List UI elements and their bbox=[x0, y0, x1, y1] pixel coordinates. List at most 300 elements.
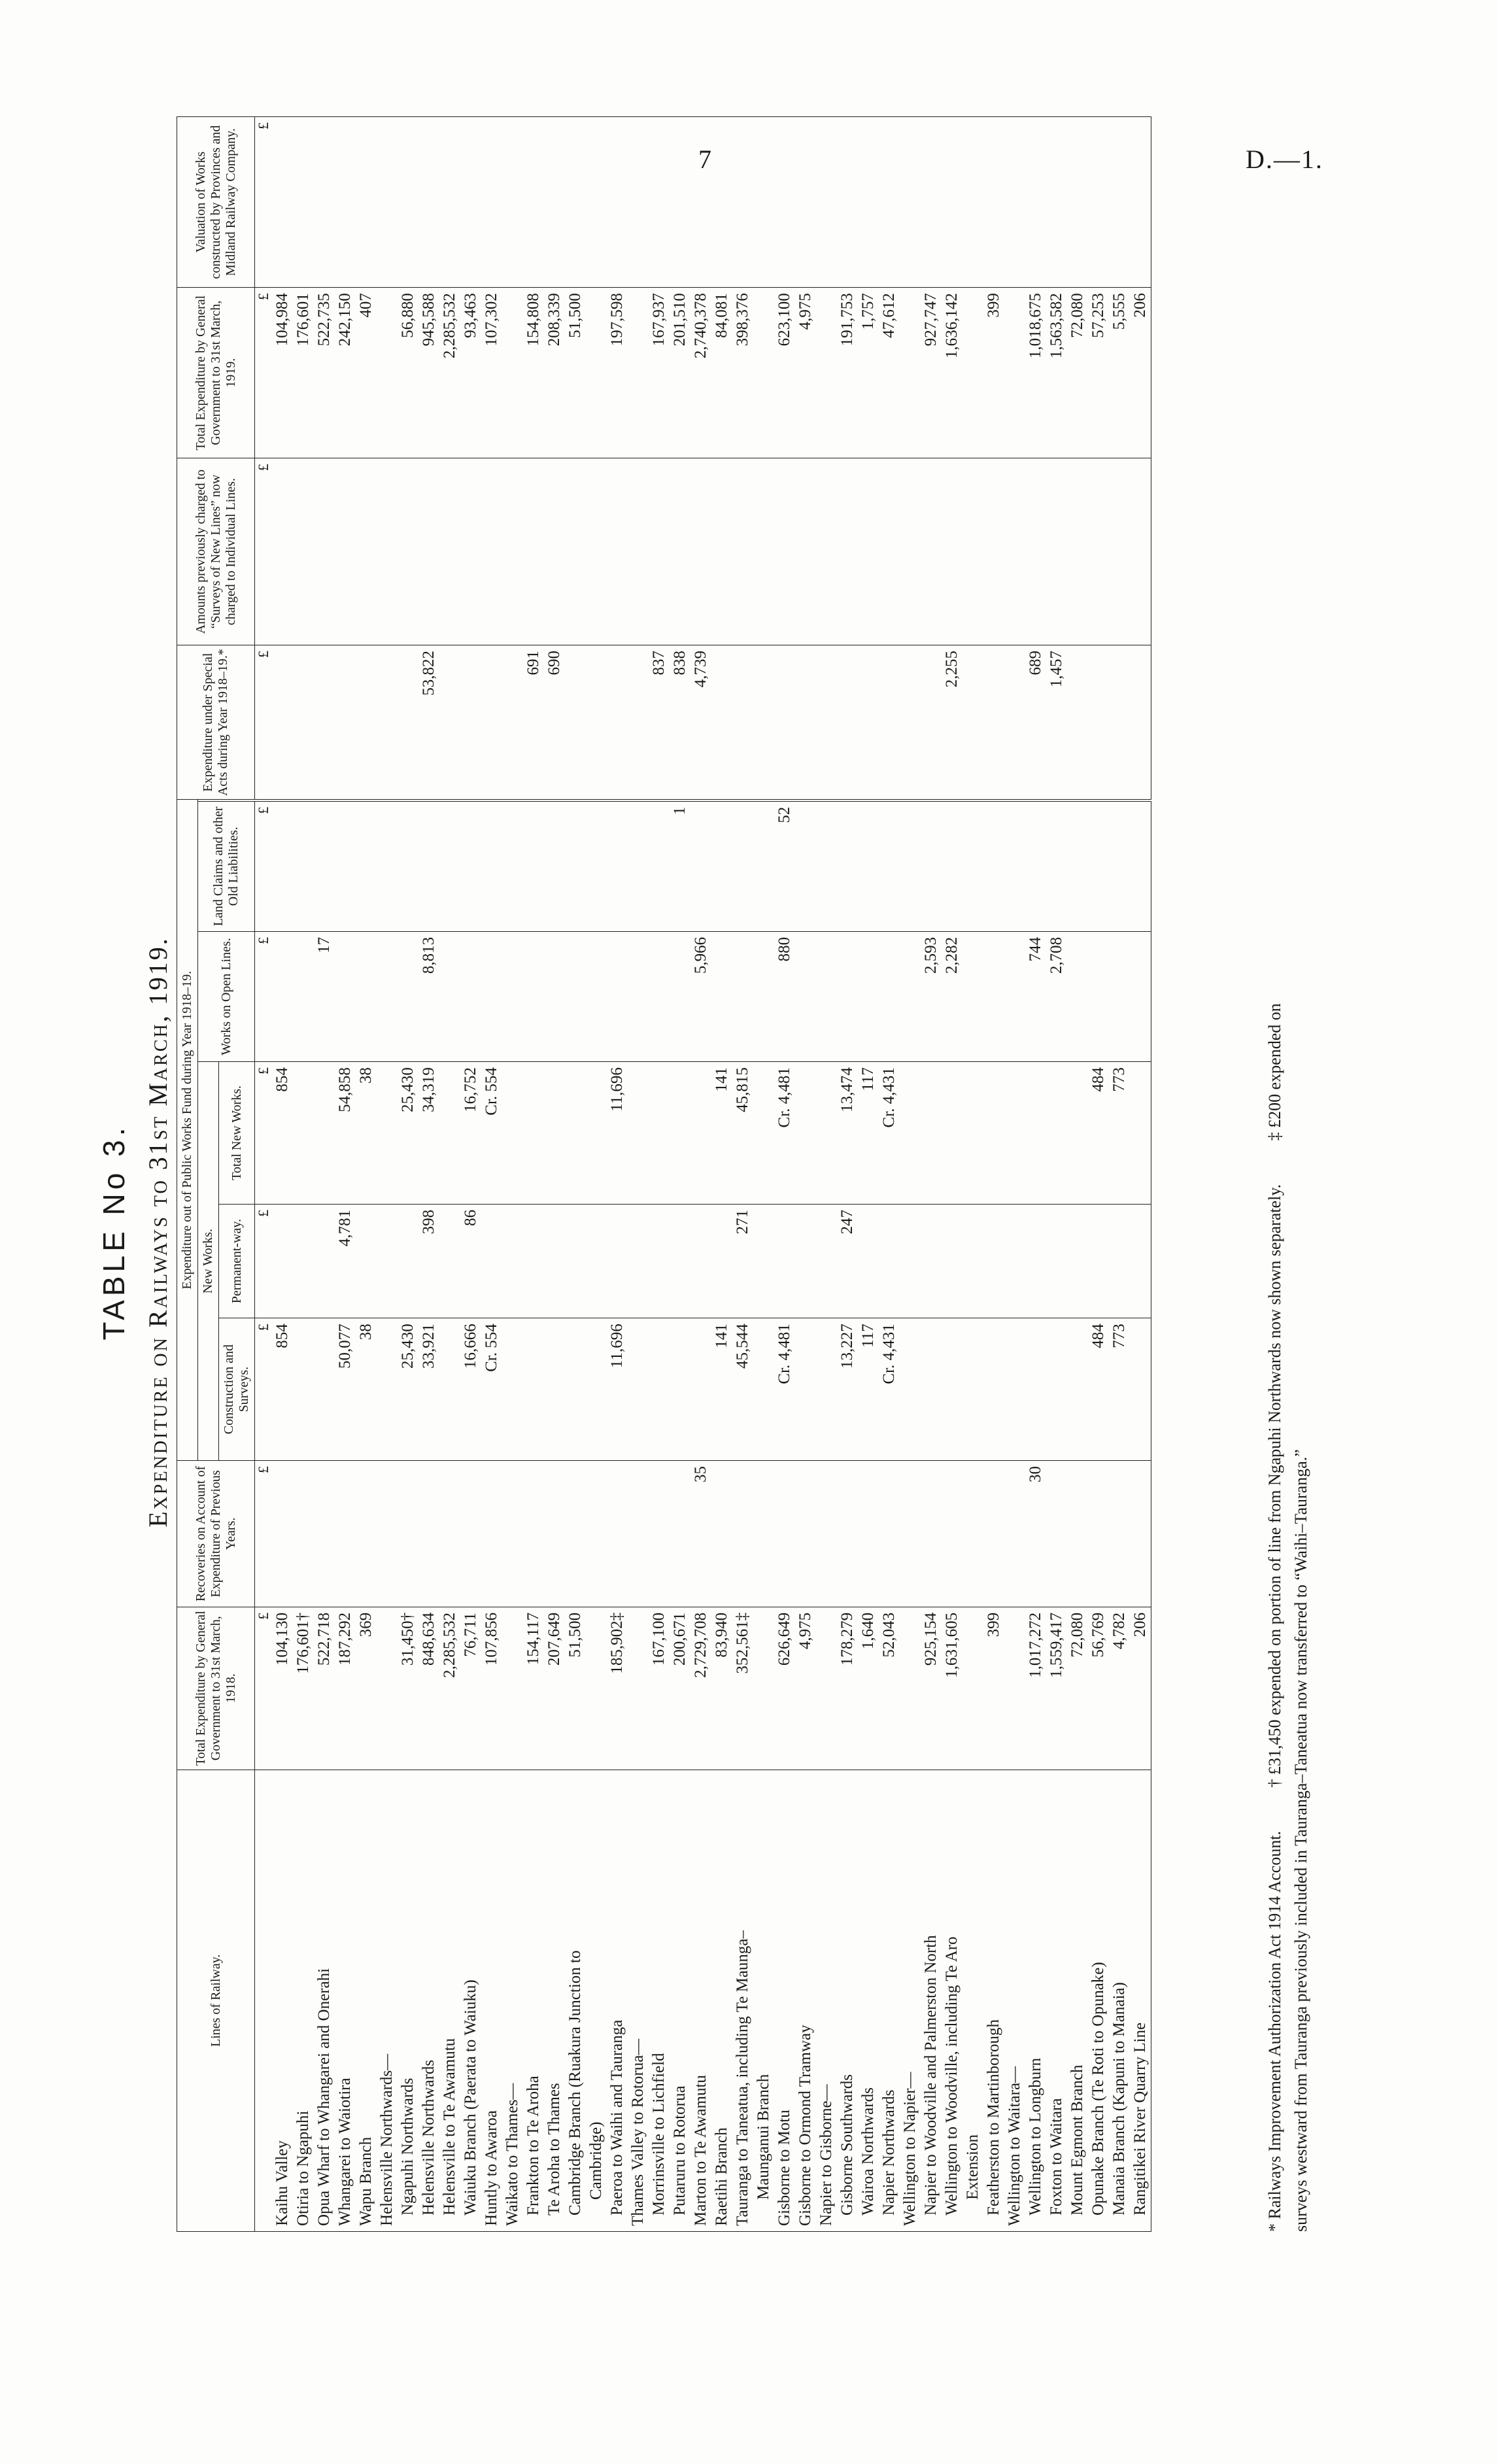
row-value bbox=[356, 801, 377, 931]
row-value bbox=[502, 931, 523, 1061]
row-value bbox=[1130, 645, 1151, 799]
row-label: Raetihi Branch bbox=[711, 1770, 732, 2231]
row-value bbox=[837, 117, 858, 288]
row-value bbox=[1130, 931, 1151, 1061]
row-value bbox=[293, 1460, 314, 1607]
row-value bbox=[921, 1318, 942, 1461]
table-row bbox=[398, 117, 418, 2232]
row-value: 104,130 bbox=[272, 1607, 293, 1770]
row-value: Cr. 554 bbox=[481, 1062, 502, 1205]
row-value: 206 bbox=[1130, 1607, 1151, 1770]
row-value bbox=[502, 117, 523, 288]
currency-symbol: £ bbox=[255, 645, 273, 799]
row-label: Rangitikei River Quarry Line bbox=[1130, 1770, 1151, 2231]
col-special-acts: Expenditure under Special Acts during Year 1918–19.* bbox=[177, 645, 255, 799]
row-value bbox=[962, 458, 983, 645]
row-value bbox=[460, 931, 481, 1061]
row-value bbox=[837, 801, 858, 931]
row-value bbox=[502, 645, 523, 799]
row-value: 117 bbox=[858, 1062, 879, 1205]
row-label: Kaihu Valley bbox=[272, 1770, 293, 2231]
row-value: 773 bbox=[1109, 1318, 1130, 1461]
row-label: Wellington to Longburn bbox=[1025, 1770, 1046, 2231]
row-value bbox=[774, 1204, 795, 1318]
currency-symbol: £ bbox=[255, 931, 273, 1061]
row-value bbox=[942, 1460, 962, 1607]
row-value bbox=[628, 1460, 649, 1607]
row-value bbox=[565, 1062, 586, 1205]
row-value bbox=[1109, 458, 1130, 645]
row-value bbox=[1130, 117, 1151, 288]
row-value: 5,966 bbox=[690, 931, 711, 1061]
row-value: 2,282 bbox=[942, 931, 962, 1061]
row-value bbox=[460, 458, 481, 645]
row-value bbox=[879, 1460, 900, 1607]
row-value: 107,856 bbox=[481, 1607, 502, 1770]
row-value bbox=[1109, 1460, 1130, 1607]
row-value bbox=[377, 117, 398, 288]
row-value bbox=[900, 288, 921, 458]
row-value bbox=[502, 1607, 523, 1770]
row-value bbox=[1067, 1062, 1088, 1205]
row-value bbox=[628, 645, 649, 799]
row-value bbox=[732, 458, 753, 645]
row-value bbox=[1088, 645, 1109, 799]
row-value bbox=[628, 1318, 649, 1461]
row-value: 176,601† bbox=[293, 1607, 314, 1770]
row-value bbox=[418, 117, 439, 288]
row-value bbox=[460, 801, 481, 931]
row-value: 352,561‡ bbox=[732, 1607, 753, 1770]
row-value bbox=[607, 1460, 628, 1607]
row-value bbox=[858, 801, 879, 931]
row-value: 187,292 bbox=[335, 1607, 356, 1770]
row-value: 72,080 bbox=[1067, 1607, 1088, 1770]
row-value bbox=[690, 1204, 711, 1318]
row-value bbox=[816, 1607, 837, 1770]
row-value: 837 bbox=[649, 645, 670, 799]
row-value: 25,430 bbox=[398, 1062, 418, 1205]
row-value bbox=[858, 1204, 879, 1318]
row-value bbox=[900, 458, 921, 645]
row-value bbox=[795, 1460, 816, 1607]
row-value bbox=[816, 1062, 837, 1205]
row-value bbox=[335, 801, 356, 931]
row-value bbox=[335, 117, 356, 288]
row-value bbox=[649, 1318, 670, 1461]
row-value: 167,100 bbox=[649, 1607, 670, 1770]
table-row bbox=[983, 117, 1004, 2232]
row-value bbox=[670, 1062, 690, 1205]
row-value bbox=[921, 117, 942, 288]
row-value: 54,858 bbox=[335, 1062, 356, 1205]
row-value bbox=[377, 645, 398, 799]
row-value bbox=[1088, 1460, 1109, 1607]
row-value: 13,227 bbox=[837, 1318, 858, 1461]
row-value bbox=[523, 458, 544, 645]
row-label: Te Aroha to Thames bbox=[544, 1770, 565, 2231]
document-reference: D.—1. bbox=[1246, 145, 1323, 174]
row-value bbox=[1004, 1460, 1025, 1607]
table-row bbox=[439, 117, 460, 2232]
row-value bbox=[1025, 1204, 1046, 1318]
row-value: 200,671 bbox=[670, 1607, 690, 1770]
table-row bbox=[816, 117, 837, 2232]
row-value bbox=[523, 1318, 544, 1461]
row-value bbox=[649, 1204, 670, 1318]
row-value bbox=[418, 1460, 439, 1607]
table-row bbox=[1004, 117, 1025, 2232]
row-value: 484 bbox=[1088, 1062, 1109, 1205]
row-value bbox=[1004, 1318, 1025, 1461]
row-value bbox=[481, 458, 502, 645]
row-value bbox=[377, 801, 398, 931]
row-value bbox=[314, 1318, 335, 1461]
row-value: Cr. 4,431 bbox=[879, 1062, 900, 1205]
row-value bbox=[523, 801, 544, 931]
row-value bbox=[879, 931, 900, 1061]
row-value: 945,588 bbox=[418, 288, 439, 458]
row-value: 72,080 bbox=[1067, 288, 1088, 458]
col-previously-charged: Amounts previously charged to “Surveys of New Lines” now charged to Individual Lines. bbox=[177, 458, 255, 645]
row-value: 271 bbox=[732, 1204, 753, 1318]
row-value bbox=[837, 458, 858, 645]
row-value bbox=[544, 1062, 565, 1205]
footnote-dagger: † £31,450 expended on portion of line from Ngapuhi Northwards now shown separately. bbox=[1265, 1184, 1284, 1788]
table-row bbox=[942, 117, 962, 2232]
currency-symbol: £ bbox=[255, 1204, 273, 1318]
row-value: 689 bbox=[1025, 645, 1046, 799]
row-value bbox=[1004, 801, 1025, 931]
row-value bbox=[272, 458, 293, 645]
row-value bbox=[670, 931, 690, 1061]
table-row bbox=[481, 117, 502, 2232]
col-total-1919: Total Expenditure by General Government to 31st March, 1919. bbox=[177, 288, 255, 458]
row-value bbox=[774, 645, 795, 799]
row-value bbox=[607, 645, 628, 799]
row-value: 247 bbox=[837, 1204, 858, 1318]
row-value bbox=[1025, 458, 1046, 645]
row-value: 25,430 bbox=[398, 1318, 418, 1461]
row-value bbox=[586, 931, 607, 1061]
row-value bbox=[1004, 1607, 1025, 1770]
row-value bbox=[900, 1062, 921, 1205]
row-value bbox=[816, 931, 837, 1061]
row-value: 1,563,582 bbox=[1046, 288, 1067, 458]
row-value bbox=[628, 288, 649, 458]
row-value bbox=[774, 458, 795, 645]
row-value: 691 bbox=[523, 645, 544, 799]
row-value bbox=[879, 117, 900, 288]
row-value bbox=[439, 458, 460, 645]
row-label: Wapu Branch bbox=[356, 1770, 377, 2231]
row-value bbox=[711, 645, 732, 799]
row-value: 86 bbox=[460, 1204, 481, 1318]
row-value: 208,339 bbox=[544, 288, 565, 458]
row-value: 11,696 bbox=[607, 1318, 628, 1461]
row-value bbox=[418, 458, 439, 645]
row-value: 880 bbox=[774, 931, 795, 1061]
row-value bbox=[293, 1318, 314, 1461]
row-value: 16,666 bbox=[460, 1318, 481, 1461]
row-value bbox=[523, 1062, 544, 1205]
row-value bbox=[460, 117, 481, 288]
row-value bbox=[690, 801, 711, 931]
row-value: 47,612 bbox=[879, 288, 900, 458]
row-value bbox=[544, 1318, 565, 1461]
row-value: 623,100 bbox=[774, 288, 795, 458]
row-label: Featherston to Martinborough bbox=[983, 1770, 1004, 2231]
row-value bbox=[272, 801, 293, 931]
row-label: Helensville Northwards— bbox=[377, 1770, 398, 2231]
table-row bbox=[670, 117, 690, 2232]
row-value bbox=[983, 117, 1004, 288]
row-value: 773 bbox=[1109, 1062, 1130, 1205]
row-value: 141 bbox=[711, 1318, 732, 1461]
row-value bbox=[921, 1062, 942, 1205]
row-label: Waiuku Branch (Paerata to Waiuku) bbox=[460, 1770, 481, 2231]
page-number: 7 bbox=[698, 145, 711, 174]
row-value bbox=[753, 1204, 774, 1318]
row-value bbox=[837, 645, 858, 799]
row-value bbox=[377, 288, 398, 458]
row-value bbox=[398, 1460, 418, 1607]
row-value bbox=[356, 1460, 377, 1607]
row-value bbox=[314, 458, 335, 645]
row-value bbox=[962, 1460, 983, 1607]
row-value bbox=[565, 458, 586, 645]
row-value bbox=[607, 801, 628, 931]
table-row bbox=[795, 117, 816, 2232]
row-value: 2,740,378 bbox=[690, 288, 711, 458]
row-value: 2,285,532 bbox=[439, 1607, 460, 1770]
row-value bbox=[649, 931, 670, 1061]
row-value: 398 bbox=[418, 1204, 439, 1318]
row-value: 141 bbox=[711, 1062, 732, 1205]
row-value: 626,649 bbox=[774, 1607, 795, 1770]
col-recoveries: Recoveries on Account of Expenditure of Previous Years. bbox=[177, 1460, 255, 1607]
row-value bbox=[544, 931, 565, 1061]
row-value bbox=[711, 117, 732, 288]
row-value bbox=[502, 458, 523, 645]
row-value bbox=[565, 1318, 586, 1461]
row-value bbox=[711, 1460, 732, 1607]
row-value bbox=[439, 1318, 460, 1461]
table-row bbox=[335, 117, 356, 2232]
table-subtitle: Expenditure on Railways to 31st March, 1919. bbox=[143, 936, 173, 1528]
row-value bbox=[272, 1204, 293, 1318]
row-value bbox=[795, 931, 816, 1061]
row-value: 1,457 bbox=[1046, 645, 1067, 799]
currency-symbol: £ bbox=[255, 117, 273, 288]
row-value bbox=[335, 1460, 356, 1607]
row-value: 52,043 bbox=[879, 1607, 900, 1770]
table-row bbox=[900, 117, 921, 2232]
row-value bbox=[356, 117, 377, 288]
row-value bbox=[628, 1062, 649, 1205]
row-value: 11,696 bbox=[607, 1062, 628, 1205]
row-value bbox=[398, 645, 418, 799]
table-row bbox=[293, 117, 314, 2232]
row-value bbox=[398, 458, 418, 645]
row-value bbox=[628, 458, 649, 645]
table-row bbox=[690, 117, 711, 2232]
table-row bbox=[565, 117, 586, 2232]
row-value bbox=[942, 801, 962, 931]
row-value: 1,636,142 bbox=[942, 288, 962, 458]
row-value: 57,253 bbox=[1088, 288, 1109, 458]
row-value bbox=[272, 117, 293, 288]
row-value bbox=[816, 1460, 837, 1607]
row-value bbox=[1067, 1204, 1088, 1318]
col-public-works-fund: Expenditure out of Public Works Fund during Year 1918–19. bbox=[177, 800, 198, 1461]
table-title: TABLE No 3. bbox=[97, 1123, 131, 1341]
row-value bbox=[481, 1204, 502, 1318]
row-value bbox=[1067, 645, 1088, 799]
row-value bbox=[774, 117, 795, 288]
row-value: 56,880 bbox=[398, 288, 418, 458]
row-value bbox=[753, 1062, 774, 1205]
row-value bbox=[565, 645, 586, 799]
row-label: Extension bbox=[962, 1770, 983, 2231]
row-value bbox=[314, 1204, 335, 1318]
row-value: Cr. 4,481 bbox=[774, 1062, 795, 1205]
row-value bbox=[1109, 931, 1130, 1061]
row-value bbox=[586, 117, 607, 288]
row-value: 201,510 bbox=[670, 288, 690, 458]
row-value bbox=[900, 931, 921, 1061]
currency-symbol: £ bbox=[255, 1318, 273, 1461]
row-value bbox=[983, 458, 1004, 645]
currency-symbol: £ bbox=[255, 801, 273, 931]
row-value bbox=[586, 1460, 607, 1607]
row-value bbox=[439, 1460, 460, 1607]
col-new-works: New Works. bbox=[198, 1062, 219, 1461]
row-value bbox=[356, 458, 377, 645]
row-value bbox=[858, 645, 879, 799]
row-value bbox=[544, 117, 565, 288]
row-value: 4,782 bbox=[1109, 1607, 1130, 1770]
table-row bbox=[753, 117, 774, 2232]
row-value bbox=[1130, 1318, 1151, 1461]
row-value bbox=[921, 1460, 942, 1607]
row-value bbox=[879, 801, 900, 931]
row-value bbox=[816, 801, 837, 931]
row-value bbox=[900, 645, 921, 799]
row-value bbox=[921, 1204, 942, 1318]
row-value: 197,598 bbox=[607, 288, 628, 458]
row-value: 107,302 bbox=[481, 288, 502, 458]
row-value: Cr. 4,431 bbox=[879, 1318, 900, 1461]
row-value bbox=[942, 1318, 962, 1461]
row-label: Putaruru to Rotorua bbox=[670, 1770, 690, 2231]
table-body bbox=[255, 117, 1151, 2232]
row-value: 8,813 bbox=[418, 931, 439, 1061]
table-row bbox=[921, 117, 942, 2232]
row-value bbox=[690, 1062, 711, 1205]
row-value bbox=[544, 458, 565, 645]
row-value bbox=[502, 1318, 523, 1461]
row-label: Cambridge Branch (Ruakura Junction to bbox=[565, 1770, 586, 2231]
row-value bbox=[398, 1204, 418, 1318]
row-value bbox=[293, 1062, 314, 1205]
row-value bbox=[293, 458, 314, 645]
row-value bbox=[628, 1607, 649, 1770]
row-value bbox=[900, 1204, 921, 1318]
table-row bbox=[377, 117, 398, 2232]
row-value bbox=[649, 801, 670, 931]
row-value bbox=[544, 801, 565, 931]
row-value bbox=[1046, 801, 1067, 931]
row-value bbox=[1004, 645, 1025, 799]
row-value: 399 bbox=[983, 1607, 1004, 1770]
currency-symbol bbox=[255, 1770, 273, 2231]
footnote-star: * Railways Improvement Authorization Act 1914 Account. bbox=[1265, 1830, 1284, 2232]
row-value bbox=[649, 1062, 670, 1205]
row-label: Foxton to Waitara bbox=[1046, 1770, 1067, 2231]
row-label: Marton to Te Awamutu bbox=[690, 1770, 711, 2231]
row-value: Cr. 4,481 bbox=[774, 1318, 795, 1461]
row-label: Huntly to Awaroa bbox=[481, 1770, 502, 2231]
row-value: 17 bbox=[314, 931, 335, 1061]
row-value: 2,708 bbox=[1046, 931, 1067, 1061]
row-value: 154,808 bbox=[523, 288, 544, 458]
row-value bbox=[1046, 1204, 1067, 1318]
row-label: Opunake Branch (Te Roti to Opunake) bbox=[1088, 1770, 1109, 2231]
col-lines: Lines of Railway. bbox=[177, 1770, 255, 2231]
row-label: Cambridge) bbox=[586, 1770, 607, 2231]
row-value: 2,729,708 bbox=[690, 1607, 711, 1770]
row-label: Maunganui Branch bbox=[753, 1770, 774, 2231]
row-value: 45,815 bbox=[732, 1062, 753, 1205]
row-value: 399 bbox=[983, 288, 1004, 458]
row-value bbox=[398, 801, 418, 931]
row-value: 16,752 bbox=[460, 1062, 481, 1205]
row-value: 407 bbox=[356, 288, 377, 458]
row-value bbox=[1088, 117, 1109, 288]
row-value bbox=[377, 1607, 398, 1770]
row-value bbox=[711, 1204, 732, 1318]
row-value bbox=[502, 1062, 523, 1205]
row-value bbox=[335, 931, 356, 1061]
row-value bbox=[795, 1318, 816, 1461]
row-value: 1,018,675 bbox=[1025, 288, 1046, 458]
row-value bbox=[900, 117, 921, 288]
row-value bbox=[711, 931, 732, 1061]
row-value bbox=[962, 645, 983, 799]
row-value bbox=[1088, 931, 1109, 1061]
row-value bbox=[753, 458, 774, 645]
row-value bbox=[502, 1460, 523, 1607]
table-row bbox=[774, 117, 795, 2232]
row-value bbox=[983, 801, 1004, 931]
table-row bbox=[356, 117, 377, 2232]
row-value bbox=[272, 645, 293, 799]
row-label: Gisborne Southwards bbox=[837, 1770, 858, 2231]
row-value bbox=[586, 458, 607, 645]
row-value bbox=[753, 1318, 774, 1461]
row-label: Helensville Northwards bbox=[418, 1770, 439, 2231]
currency-symbol: £ bbox=[255, 288, 273, 458]
row-value bbox=[795, 801, 816, 931]
table-row bbox=[1088, 117, 1109, 2232]
row-value bbox=[314, 645, 335, 799]
row-value bbox=[1046, 458, 1067, 645]
row-value: 104,984 bbox=[272, 288, 293, 458]
row-value bbox=[753, 931, 774, 1061]
row-label: Mount Egmont Branch bbox=[1067, 1770, 1088, 2231]
row-value bbox=[1088, 458, 1109, 645]
